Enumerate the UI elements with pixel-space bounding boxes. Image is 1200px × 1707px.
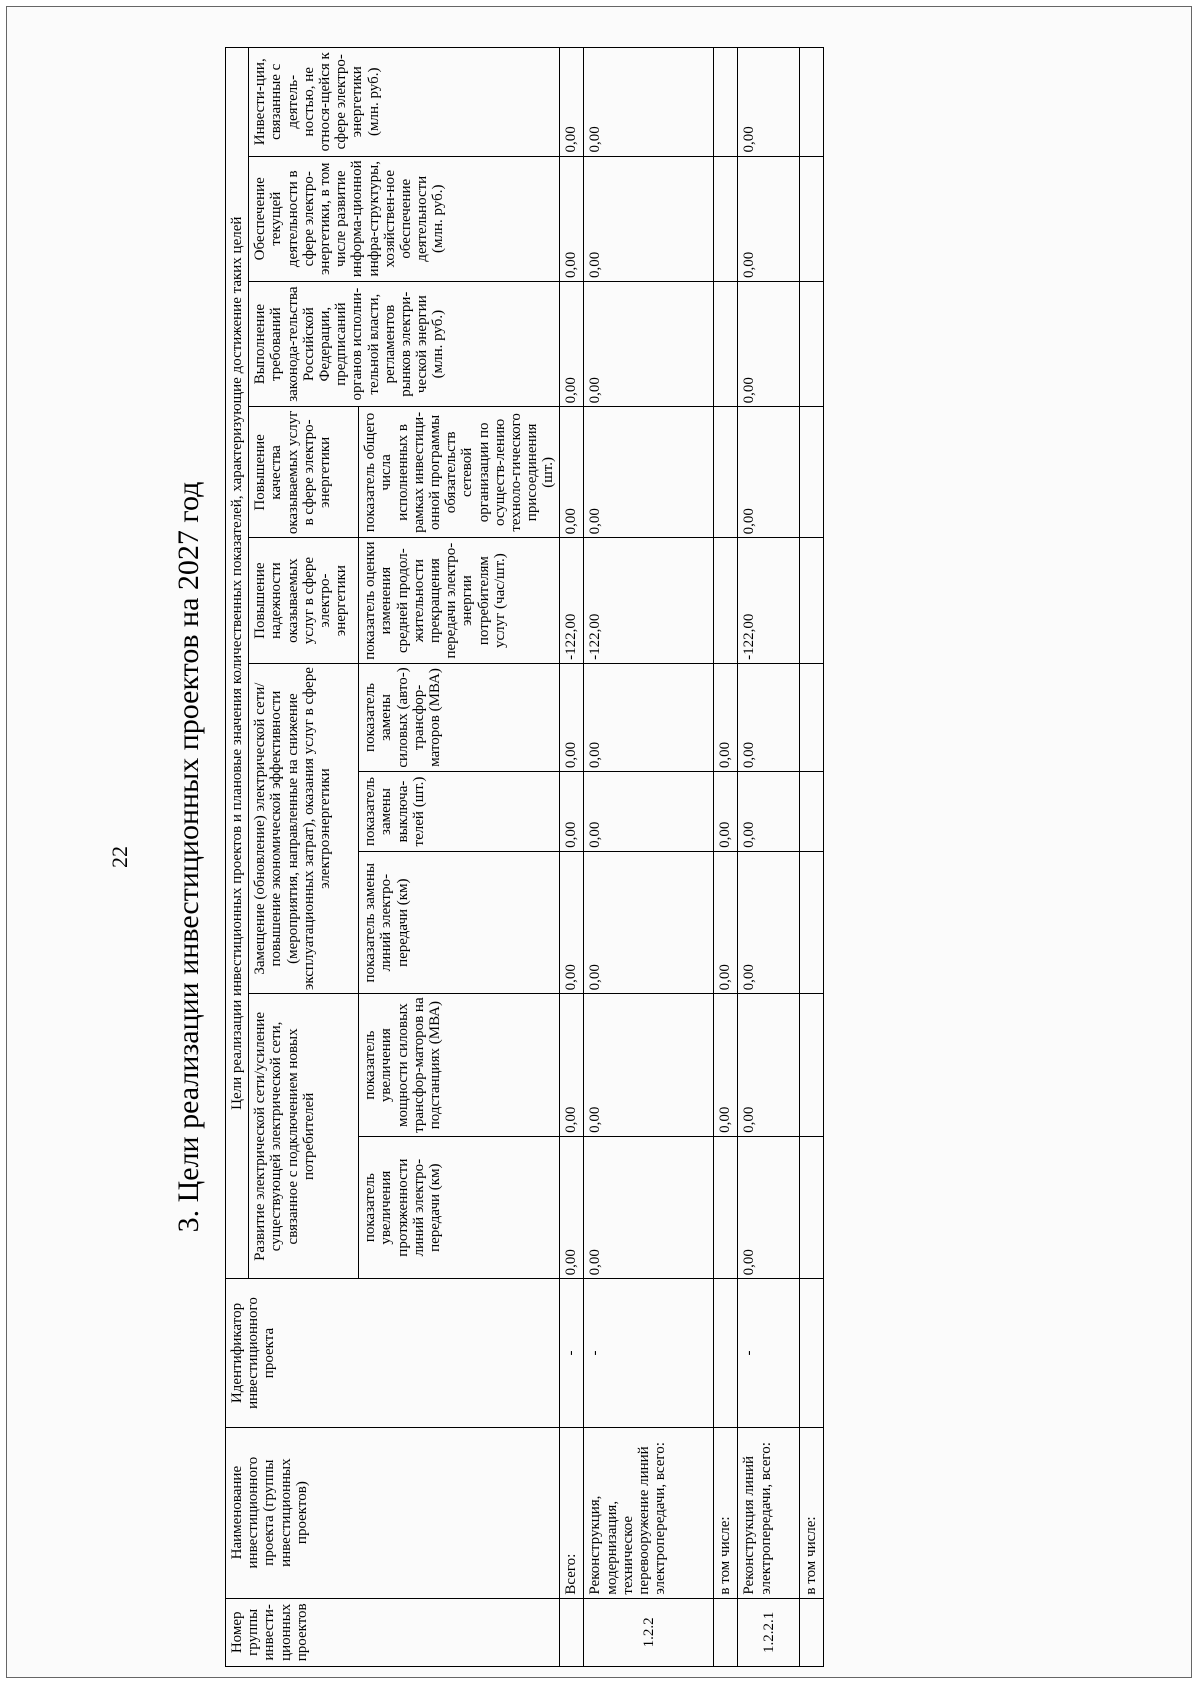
row-value-cell: [800, 48, 824, 157]
row-value-cell: [714, 281, 738, 406]
row-value-cell: 0,00: [584, 1136, 714, 1279]
row-value-cell: [714, 48, 738, 157]
row-value-cell: 0,00: [584, 663, 714, 771]
table-row: [584, 48, 714, 1667]
row-value-cell: 0,00: [560, 851, 584, 994]
row-value-cell: [714, 538, 738, 663]
header-ind-line-length: показатель увеличения протяженности линий электро-передачи (км): [359, 1136, 560, 1279]
row-id-cell: [714, 1279, 738, 1427]
table-row: [738, 48, 800, 1667]
row-number-cell: [560, 1598, 584, 1666]
row-id-cell: -: [738, 1279, 800, 1427]
row-value-cell: 0,00: [738, 1136, 800, 1279]
row-value-cell: 0,00: [560, 407, 584, 538]
row-value-cell: [800, 156, 824, 281]
row-value-cell: [800, 851, 824, 994]
row-number-cell: [714, 1598, 738, 1666]
header-goal-replacement: Замещение (обновление) электрической сети/повышение экономической эффективности (мероприятия, направленные на снижение эксплуатационных затрат), оказания услуг в сфере электроэнергетики: [249, 663, 359, 994]
row-value-cell: 0,00: [738, 48, 800, 157]
row-name-cell: Реконструкция линий электропередачи, всего:: [738, 1427, 800, 1598]
row-value-cell: [800, 407, 824, 538]
header-project-id: Идентификатор инвестиционного проекта: [226, 1279, 560, 1427]
row-number-cell: [800, 1598, 824, 1666]
row-value-cell: [800, 538, 824, 663]
row-value-cell: 0,00: [714, 994, 738, 1137]
header-goal-development: Развитие электрической сети/усиление существующей электрической сети, связанное с подключением новых потребителей: [249, 994, 359, 1279]
row-value-cell: 0,00: [584, 851, 714, 994]
row-value-cell: [800, 994, 824, 1137]
table-row: [800, 48, 824, 1667]
row-value-cell: 0,00: [738, 156, 800, 281]
row-value-cell: 0,00: [560, 994, 584, 1137]
row-id-cell: -: [584, 1279, 714, 1427]
row-name-cell: в том числе:: [714, 1427, 738, 1598]
investment-goals-table: [225, 47, 824, 1667]
header-ind-line-replace: показатель замены линий электро-передачи (км): [359, 851, 560, 994]
row-value-cell: 0,00: [584, 407, 714, 538]
row-id-cell: -: [560, 1279, 584, 1427]
row-value-cell: 0,00: [584, 48, 714, 157]
row-value-cell: 0,00: [714, 663, 738, 771]
row-value-cell: 0,00: [714, 851, 738, 994]
row-value-cell: 0,00: [560, 772, 584, 852]
row-value-cell: 0,00: [584, 281, 714, 406]
row-value-cell: [800, 1136, 824, 1279]
page-number: 22: [107, 846, 132, 868]
scanned-page: [6, 6, 1192, 1678]
row-value-cell: -122,00: [738, 538, 800, 663]
row-number-cell: 1.2.2.1: [738, 1598, 800, 1666]
row-value-cell: 0,00: [714, 772, 738, 852]
rotated-page-content: [7, 7, 1200, 1707]
row-value-cell: 0,00: [560, 281, 584, 406]
row-name-cell: Всего:: [560, 1427, 584, 1598]
section-title: 3. Цели реализации инвестиционных проектов на 2027 год: [172, 481, 205, 1233]
row-value-cell: 0,00: [584, 156, 714, 281]
row-value-cell: 0,00: [584, 994, 714, 1137]
row-value-cell: 0,00: [584, 772, 714, 852]
row-value-cell: -122,00: [560, 538, 584, 663]
header-goals: Цели реализации инвестиционных проектов и плановые значения количественных показателей, характеризующие достижение таких целей: [226, 48, 249, 1279]
row-value-cell: 0,00: [560, 48, 584, 157]
row-value-cell: 0,00: [738, 663, 800, 771]
row-value-cell: [714, 1136, 738, 1279]
row-value-cell: 0,00: [560, 1136, 584, 1279]
row-value-cell: 0,00: [738, 772, 800, 852]
header-goal-reliability: Повышение надежности оказываемых услуг в сфере электро-энергетики: [249, 538, 359, 663]
row-value-cell: [714, 156, 738, 281]
header-goal-current: Обеспечение текущей деятельности в сфере электро-энергетики, в том числе развитие информа-ционной инфра-структуры, хозяйствен-ное обеспечение деятельности (млн. руб.): [249, 156, 560, 281]
row-value-cell: [800, 772, 824, 852]
row-value-cell: 0,00: [738, 281, 800, 406]
header-ind-transformer-power: показатель увеличения мощности силовых трансфор-маторов на подстанциях (МВА): [359, 994, 560, 1137]
row-name-cell: Реконструкция, модернизация, техническое перевооружение линий электропередачи, всего:: [584, 1427, 714, 1598]
header-goal-other: Инвести-ции, связанные с деятель-ностью, не относя-щейся к сфере электро-энергетики (млн. руб.): [249, 48, 560, 157]
row-value-cell: [800, 281, 824, 406]
row-value-cell: 0,00: [738, 994, 800, 1137]
header-ind-trans-replace: показатель замены силовых (авто-) трансфор-маторов (МВА): [359, 663, 560, 771]
header-group-number: Номер группы инвести-ционных проектов: [226, 1598, 560, 1666]
row-value-cell: 0,00: [560, 156, 584, 281]
header-project-name: Наименование инвестиционного проекта (группы инвестиционных проектов): [226, 1427, 560, 1598]
header-ind-switch-replace: показатель замены выключа-телей (шт.): [359, 772, 560, 852]
row-value-cell: 0,00: [738, 851, 800, 994]
row-number-cell: 1.2.2: [584, 1598, 714, 1666]
row-value-cell: 0,00: [738, 407, 800, 538]
row-value-cell: -122,00: [584, 538, 714, 663]
row-name-cell: в том числе:: [800, 1427, 824, 1598]
table-row: [560, 48, 584, 1667]
header-goal-legal: Выполнение требований законода-тельства Российской Федерации, предписаний органов исполни-тельной власти, регламентов рынков электри-ческой энергии (млн. руб.): [249, 281, 560, 406]
row-value-cell: [714, 407, 738, 538]
header-ind-reliability: показатель оценки изменения средней продол-жительности прекращения передачи электро-энергии потребителям услуг (час/шт.): [359, 538, 560, 663]
header-ind-quality: показатель общего числа исполненных в рамках инвестици-онной программы обязательств сетевой организации по осуществ-лению техноло-гического присоединения (шт.): [359, 407, 560, 538]
row-value-cell: [800, 663, 824, 771]
row-value-cell: 0,00: [560, 663, 584, 771]
row-id-cell: [800, 1279, 824, 1427]
header-goal-quality: Повышение качества оказываемых услуг в сфере электро-энергетики: [249, 407, 359, 538]
table-row: [714, 48, 738, 1667]
